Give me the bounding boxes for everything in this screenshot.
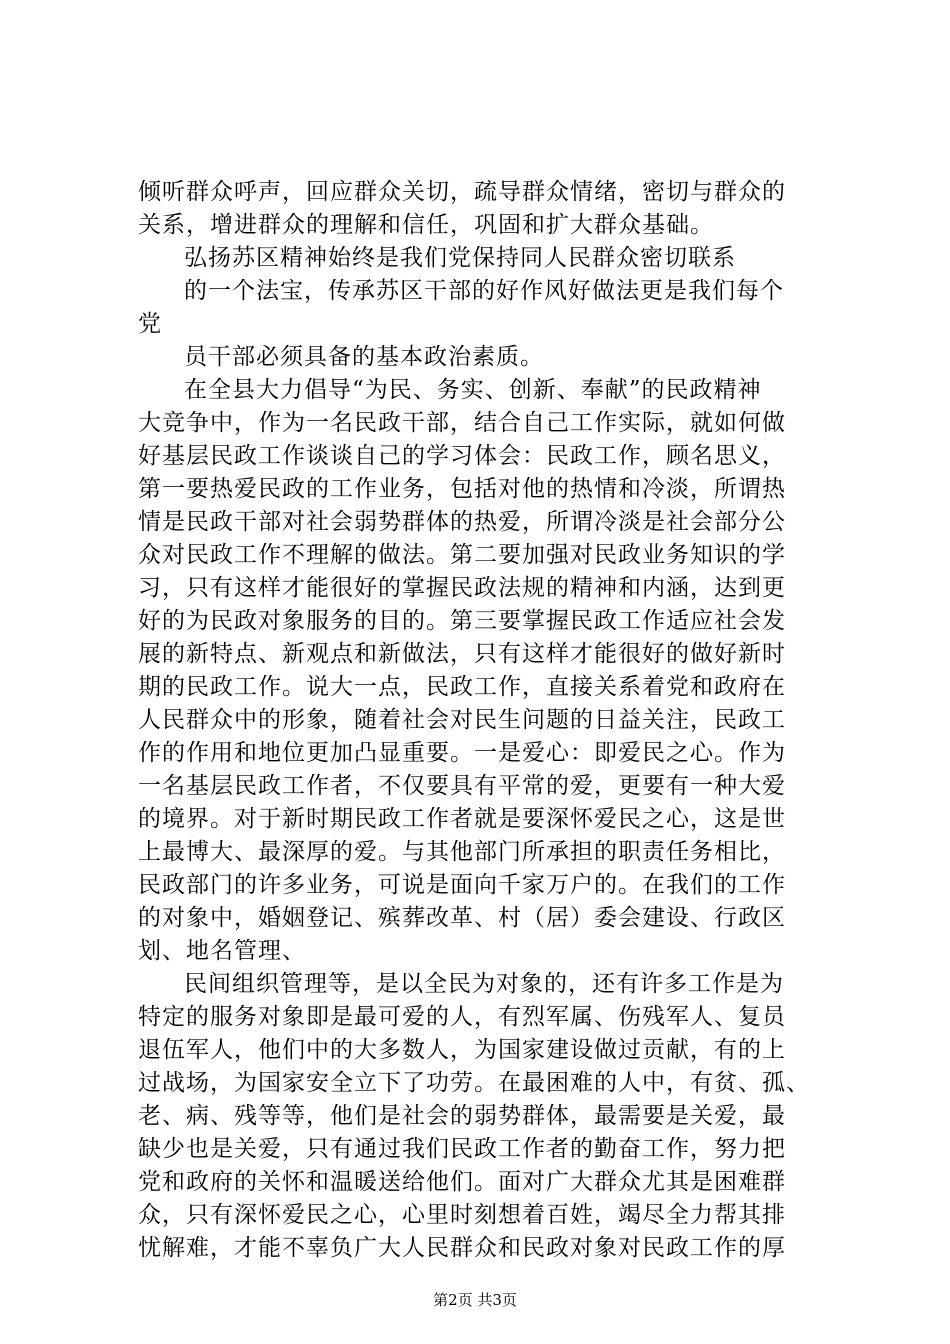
text-line: 员干部必须具备的基本政治素质。	[184, 344, 544, 370]
text-line: 好的为民政对象服务的目的。第三要掌握民政工作适应社会发	[138, 608, 786, 634]
text-line: 忧解难，才能不辜负广大人民群众和民政对象对民政工作的厚	[138, 1235, 786, 1261]
text-line: 的对象中，婚姻登记、殡葬改革、村（居）委会建设、行政区	[138, 905, 786, 931]
text-line: 党	[138, 311, 162, 337]
text-line: 党和政府的关怀和温暖送给他们。面对广大群众尤其是困难群	[138, 1169, 786, 1195]
text-line: 民间组织管理等，是以全民为对象的，还有许多工作是为	[184, 971, 784, 997]
text-line: 倾听群众呼声，回应群众关切，疏导群众情绪，密切与群众的	[138, 179, 786, 205]
text-line: 一名基层民政工作者，不仅要具有平常的爱，更要有一种大爱	[138, 773, 786, 799]
text-line: 关系，增进群众的理解和信任，巩固和扩大群众基础。	[138, 212, 714, 238]
text-line: 情是民政干部对社会弱势群体的热爱，所谓冷淡是社会部分公	[138, 509, 786, 535]
document-body	[138, 176, 838, 1265]
text-line: 在全县大力倡导“为民、务实、创新、奉献”的民政精神	[184, 377, 762, 403]
text-line: 好基层民政工作谈谈自己的学习体会：民政工作，顾名思义，	[138, 443, 786, 469]
text-line: 第一要热爱民政的工作业务，包括对他的热情和冷淡，所谓热	[138, 476, 786, 502]
text-line: 期的民政工作。说大一点，民政工作，直接关系着党和政府在	[138, 674, 786, 700]
text-line: 众，只有深怀爱民之心，心里时刻想着百姓，竭尽全力帮其排	[138, 1202, 786, 1228]
page-number-footer: 第2页 共3页	[433, 1291, 517, 1309]
text-line: 老、病、残等等，他们是社会的弱势群体，最需要是关爱，最	[138, 1103, 786, 1129]
text-line: 人民群众中的形象，随着社会对民生问题的日益关注，民政工	[138, 707, 786, 733]
text-line: 弘扬苏区精神始终是我们党保持同人民群众密切联系	[184, 245, 736, 271]
text-line: 民政部门的许多业务，可说是面向千家万户的。在我们的工作	[138, 872, 786, 898]
text-line: 大竞争中，作为一名民政干部，结合自己工作实际，就如何做	[138, 410, 786, 436]
text-line: 特定的服务对象即是最可爱的人，有烈军属、伤残军人、复员	[138, 1004, 786, 1030]
text-line: 习，只有这样才能很好的掌握民政法规的精神和内涵，达到更	[138, 575, 786, 601]
text-line: 划、地名管理、	[138, 938, 306, 964]
text-line: 作的作用和地位更加凸显重要。一是爱心：即爱民之心。作为	[138, 740, 786, 766]
text-line: 上最博大、最深厚的爱。与其他部门所承担的职责任务相比，	[138, 839, 786, 865]
text-line: 展的新特点、新观点和新做法，只有这样才能很好的做好新时	[138, 641, 786, 667]
text-line: 的境界。对于新时期民政工作者就是要深怀爱民之心，这是世	[138, 806, 786, 832]
text-line: 退伍军人，他们中的大多数人，为国家建设做过贡献，有的上	[138, 1037, 786, 1063]
text-line: 缺少也是关爱，只有通过我们民政工作者的勤奋工作，努力把	[138, 1136, 786, 1162]
text-line: 的一个法宝，传承苏区干部的好作风好做法更是我们每个	[184, 278, 784, 304]
text-line: 众对民政工作不理解的做法。第二要加强对民政业务知识的学	[138, 542, 786, 568]
text-line: 过战场，为国家安全立下了功劳。在最困难的人中，有贫、孤、	[138, 1070, 810, 1096]
